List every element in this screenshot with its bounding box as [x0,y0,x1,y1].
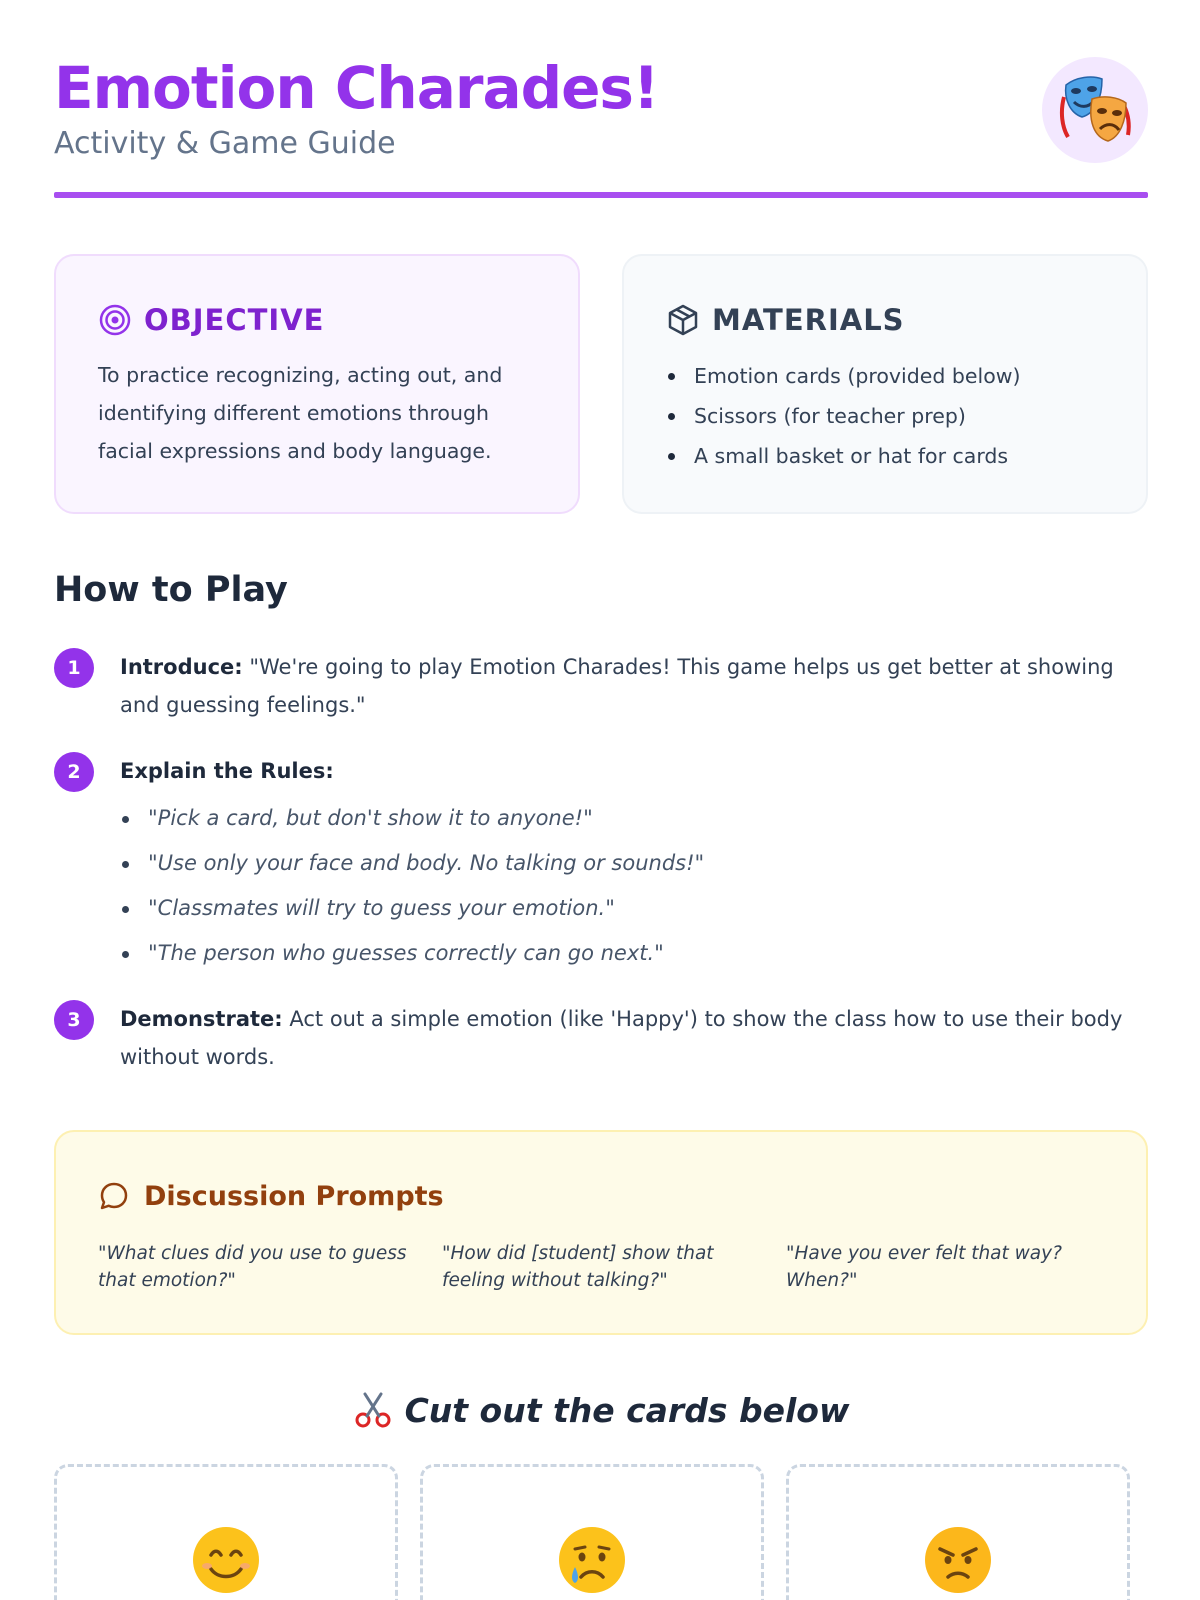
materials-card [622,254,1148,514]
step-description: Act out a simple emotion (like 'Happy') to show the class how to use their body without words. [120,1007,1123,1069]
step-number-badge: 2 [54,752,94,792]
rules-list [120,796,704,976]
step-label: Explain the Rules: [120,759,334,783]
page-title: Emotion Charades! [54,54,659,122]
step-label: Introduce: [120,655,243,679]
emotion-card[interactable] [54,1464,398,1600]
step-text [120,752,1148,790]
target-icon [98,303,132,337]
discussion-prompt: "How did [student] show that feeling without talking?" [442,1243,714,1291]
rule-item: "Classmates will try to guess your emotion." [120,886,704,931]
list-item: Scissors (for teacher prep) [666,396,1021,436]
page-subtitle: Activity & Game Guide [54,126,396,161]
theater-masks-icon [1042,57,1148,163]
how-to-play-heading: How to Play [54,570,288,610]
angry-face-icon [923,1525,993,1595]
rule-item: "The person who guesses correctly can go next." [120,931,704,976]
cutout-heading-row [54,1390,1148,1430]
rule-item: "Pick a card, but don't show it to anyone!" [120,796,704,841]
emotion-card[interactable] [420,1464,764,1600]
step-text [120,648,1148,724]
emotion-card[interactable] [786,1464,1130,1600]
materials-list [666,356,1021,476]
discussion-prompt: "What clues did you use to guess that emotion?" [98,1243,407,1291]
objective-card [54,254,580,514]
scissors-icon [353,1390,393,1430]
objective-text: To practice recognizing, acting out, and identifying different emotions through facial expressions and body language. [98,363,503,463]
discussion-prompt: "Have you ever felt that way? When?" [786,1243,1062,1291]
step-text [120,1000,1148,1076]
materials-heading: MATERIALS [712,303,905,337]
step-number-badge: 1 [54,648,94,688]
step-label: Demonstrate: [120,1007,283,1031]
list-item: A small basket or hat for cards [666,436,1021,476]
cutout-heading: Cut out the cards below [404,1390,850,1430]
happy-face-icon [191,1525,261,1595]
page-header [54,52,1148,202]
step-description: "We're going to play Emotion Charades! This game helps us get better at showing and guessing feelings." [120,655,1114,717]
rule-item: "Use only your face and body. No talking or sounds!" [120,841,704,886]
speech-bubble-icon [98,1180,130,1212]
activity-page [54,0,1148,1600]
header-divider [54,192,1148,198]
crying-face-icon [557,1525,627,1595]
box-icon [666,303,700,337]
discussion-heading: Discussion Prompts [144,1180,444,1212]
step-number-badge: 3 [54,1000,94,1040]
discussion-card [54,1130,1148,1335]
list-item: Emotion cards (provided below) [666,356,1021,396]
objective-heading: OBJECTIVE [144,303,325,337]
